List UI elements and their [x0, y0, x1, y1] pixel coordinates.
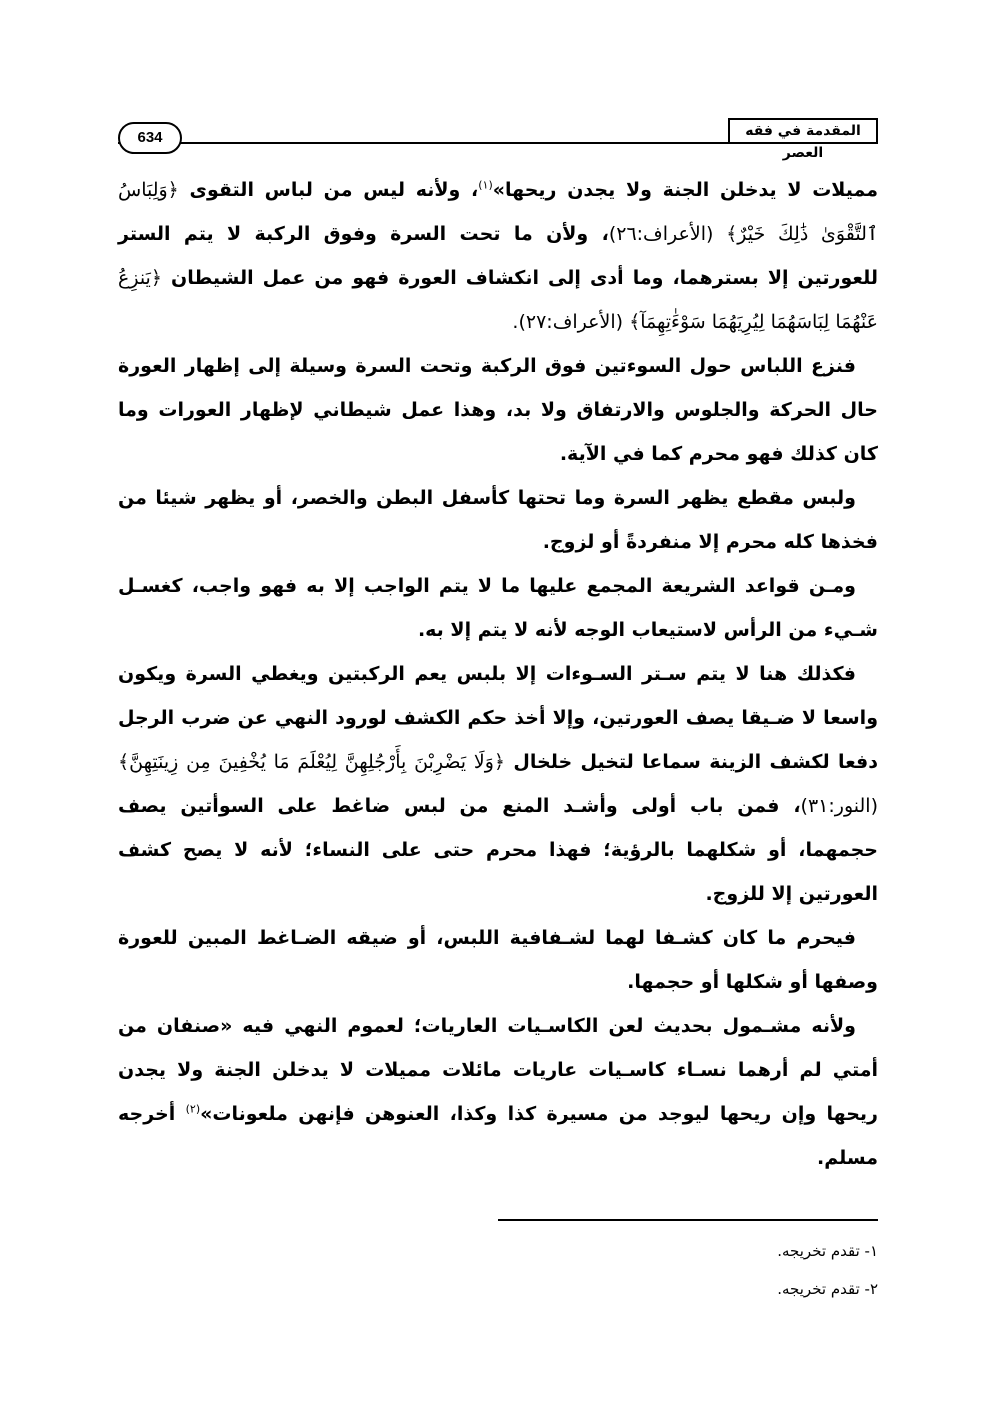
footnotes — [478, 1232, 878, 1308]
quran-verse-3: ﴿وَلَا يَضْرِبْنَ بِأَرْجُلِهِنَّ لِيُعْلَمَ مَا يُخْفِينَ مِن زِينَتِهِنَّ﴾ — [118, 751, 506, 773]
p1-text-a: مميلات لا يدخلن الجنة ولا يجدن ريحها» — [492, 179, 878, 201]
footnote-1: ١- تقدم تخريجه. — [777, 1242, 878, 1260]
p7-text-b: أخرجه مسلم. — [118, 1103, 878, 1169]
paragraph-1 — [118, 168, 878, 344]
p7-text-a: ولأنه مشـمول بحديث لعن الكاسـيات العاريات؛ لعموم النهي فيه «صنفان من أمتي لم أرهما نسـاء كاسـيات عاريات مائلات مميلات لا يدخلن الجنة ولا يجدن ريحها وإن ريحها ليوجد من مسيرة كذا وكذا، العنوهن فإنهن ملعونات» — [118, 1015, 878, 1125]
p1-text-b: ، ولأنه ليس من لباس التقوى — [178, 179, 479, 201]
footnote-marker-2: (٢) — [185, 1102, 201, 1116]
paragraph-4: ومـن قواعد الشريعة المجمع عليها ما لا يتم الواجب إلا به فهو واجب، كغسـل شـيء من الرأس لاستيعاب الوجه لأنه لا يتم إلا به. — [118, 575, 878, 641]
paragraph-6: فيحرم ما كان كشـفا لهما لشـفافية اللبس، أو ضيقه الضـاغط المبين للعورة وصفها أو شكلها أو حجمها. — [118, 927, 878, 993]
quran-verse-2: ﴿يَنزِعُ عَنْهُمَا لِبَاسَهُمَا لِيُرِيَهُمَا سَوْءَٰتِهِمَآ﴾ — [118, 267, 878, 333]
quran-verse-1: ﴿وَلِبَاسُ ٱلتَّقْوَىٰ ذَٰلِكَ خَيْرٌ﴾ — [118, 179, 879, 245]
paragraph-7 — [118, 1004, 878, 1180]
running-title: المقدمة في فقه العصر — [728, 118, 878, 142]
verse-reference-2: (الأعراف:٢٧). — [512, 311, 630, 333]
header-rule — [118, 142, 878, 144]
footnote-2: ٢- تقدم تخريجه. — [777, 1280, 878, 1298]
footnote-separator — [498, 1219, 878, 1221]
verse-reference-3: (النور:٣١) — [800, 795, 878, 817]
p5-text-a: فكذلك هنا لا يتم سـتر السـوءات إلا بلبس يعم الركبتين ويغطي السرة ويكون واسعا لا ضـيقا يصف العورتين، وإلا أخذ حكم الكشف لورود النهي عن ضرب الرجل دفعا لكشف الزينة سماعا لتخيل خلخال — [118, 663, 878, 773]
footnote-marker-1: (١) — [478, 178, 493, 192]
page-number: 634 — [118, 122, 182, 154]
p5-text-b: ، فمن باب أولى وأشـد المنع من لبس ضاغط على السوأتين يصف حجمهما، أو شكلهما بالرؤية؛ فهذا محرم حتى على النساء؛ لأنه لا يصح كشف العورتين إلا للزوج. — [118, 795, 878, 905]
paragraph-3: ولبس مقطع يظهر السرة وما تحتها كأسفل البطن والخصر، أو يظهر شيئا من فخذها كله محرم إلا منفردةً أو لزوج. — [118, 487, 878, 553]
p1-text-c: ، ولأن ما تحت السرة وفوق الركبة لا يتم الستر للعورتين إلا بسترهما، وما أدى إلى انكشاف العورة فهو من عمل الشيطان — [118, 223, 878, 289]
page-header — [118, 116, 878, 161]
paragraph-5 — [118, 652, 878, 916]
body-text — [118, 168, 878, 1180]
paragraph-2: فنزع اللباس حول السوءتين فوق الركبة وتحت السرة وسيلة إلى إظهار العورة حال الحركة والجلوس والارتفاق ولا بد، وهذا عمل شيطاني لإظهار العورات وما كان كذلك فهو محرم كما في الآية. — [118, 355, 878, 465]
verse-reference-1: (الأعراف:٢٦) — [608, 223, 727, 245]
